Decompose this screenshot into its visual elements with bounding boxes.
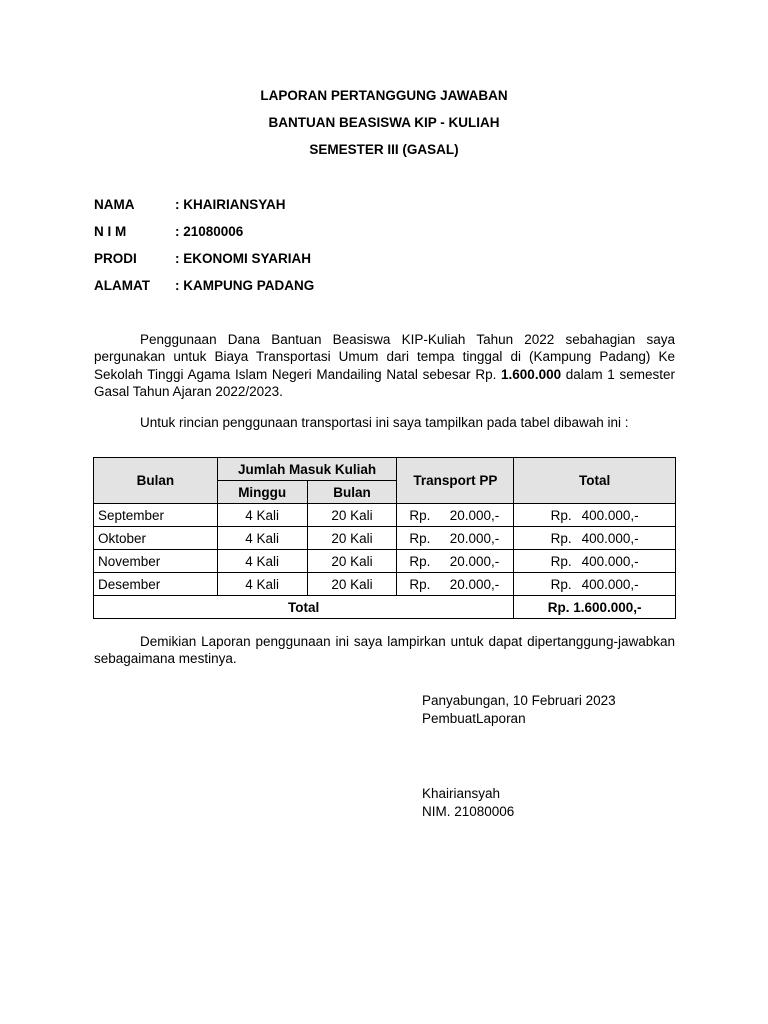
cell-bulan: November	[94, 550, 218, 573]
cell-minggu: 4 Kali	[217, 504, 307, 527]
cell-total-amount: 400.000,-	[581, 576, 639, 592]
signature-name-block	[422, 785, 514, 820]
cell-hari: 20 Kali	[307, 527, 397, 550]
usage-amount: 1.600.000	[501, 366, 562, 382]
cell-bulan: Desember	[94, 573, 218, 596]
table-row	[94, 550, 676, 573]
cell-total-currency: Rp.	[550, 576, 572, 592]
cell-transport-amount: 20.000,-	[449, 553, 500, 569]
cell-hari: 20 Kali	[307, 504, 397, 527]
prodi-label: PRODI	[94, 251, 137, 266]
usage-text-before: Penggunaan Dana Bantuan Beasiswa KIP-Kuliah Tahun 2022 sebahagian saya pergunakan untuk Biaya Transportasi Umum dari tempa tinggal di (Kampung Padang) Ke Sekolah Tinggi Agama Islam Negeri Mandailing Natal sebesar Rp.	[94, 332, 675, 382]
cell-total-currency: Rp.	[550, 553, 572, 569]
header-transport: Transport PP	[397, 458, 514, 504]
cell-transport-amount: 20.000,-	[449, 530, 500, 546]
table-total-row	[94, 596, 676, 619]
signature-place-block	[422, 692, 616, 727]
cell-bulan: September	[94, 504, 218, 527]
header-minggu: Minggu	[217, 481, 307, 504]
nim-value: : 21080006	[175, 224, 244, 239]
cell-transport	[397, 527, 514, 550]
nama-label: NAMA	[94, 197, 135, 212]
report-semester: SEMESTER III (GASAL)	[309, 142, 459, 157]
cell-transport	[397, 504, 514, 527]
cell-total	[514, 573, 676, 596]
cell-total-amount: 400.000,-	[581, 553, 639, 569]
report-title: LAPORAN PERTANGGUNG JAWABAN	[260, 88, 508, 103]
cell-total	[514, 550, 676, 573]
report-subtitle: BANTUAN BEASISWA KIP - KULIAH	[268, 115, 500, 130]
prodi-value: : EKONOMI SYARIAH	[175, 251, 312, 266]
cell-transport-currency: Rp.	[409, 507, 431, 523]
usage-text-after: dalam 1 semester Gasal Tahun Ajaran 2022/2023.	[94, 366, 675, 400]
header-bulan-sub: Bulan	[307, 481, 397, 504]
cell-transport	[397, 573, 514, 596]
cell-minggu: 4 Kali	[217, 550, 307, 573]
nama-value: : KHAIRIANSYAH	[175, 197, 286, 212]
transport-usage-table	[93, 457, 676, 619]
cell-transport-amount: 20.000,-	[449, 576, 500, 592]
cell-total-amount: 400.000,-	[581, 530, 639, 546]
cell-total	[514, 504, 676, 527]
nim-label: N I M	[94, 224, 127, 239]
header-bulan: Bulan	[94, 458, 218, 504]
cell-transport-currency: Rp.	[409, 530, 431, 546]
total-value: Rp. 1.600.000,-	[514, 596, 676, 619]
cell-minggu: 4 Kali	[217, 573, 307, 596]
place-date: Panyabungan, 10 Februari 2023	[422, 693, 616, 708]
signer-nim: NIM. 21080006	[422, 803, 515, 819]
table-intro-paragraph: Untuk rincian penggunaan transportasi ini saya tampilkan pada tabel dibawah ini :	[140, 415, 629, 430]
cell-minggu: 4 Kali	[217, 527, 307, 550]
header-jumlah-masuk: Jumlah Masuk Kuliah	[217, 458, 397, 481]
table-row	[94, 573, 676, 596]
header-total: Total	[514, 458, 676, 504]
cell-total-amount: 400.000,-	[581, 507, 639, 523]
table-row	[94, 527, 676, 550]
usage-paragraph	[94, 331, 675, 401]
cell-hari: 20 Kali	[307, 550, 397, 573]
signer-role: PembuatLaporan	[422, 710, 526, 726]
cell-total	[514, 527, 676, 550]
signer-name: Khairiansyah	[422, 786, 501, 801]
table-row	[94, 504, 676, 527]
cell-transport-amount: 20.000,-	[449, 507, 500, 523]
cell-total-currency: Rp.	[550, 530, 572, 546]
alamat-value: : KAMPUNG PADANG	[175, 278, 315, 293]
total-label: Total	[94, 596, 514, 619]
alamat-label: ALAMAT	[94, 278, 150, 293]
cell-total-currency: Rp.	[550, 507, 572, 523]
cell-transport	[397, 550, 514, 573]
cell-transport-currency: Rp.	[409, 553, 431, 569]
cell-transport-currency: Rp.	[409, 576, 431, 592]
cell-hari: 20 Kali	[307, 573, 397, 596]
cell-bulan: Oktober	[94, 527, 218, 550]
closing-paragraph: Demikian Laporan penggunaan ini saya lampirkan untuk dapat dipertanggung-jawabkan sebagaimana mestinya.	[94, 634, 675, 667]
